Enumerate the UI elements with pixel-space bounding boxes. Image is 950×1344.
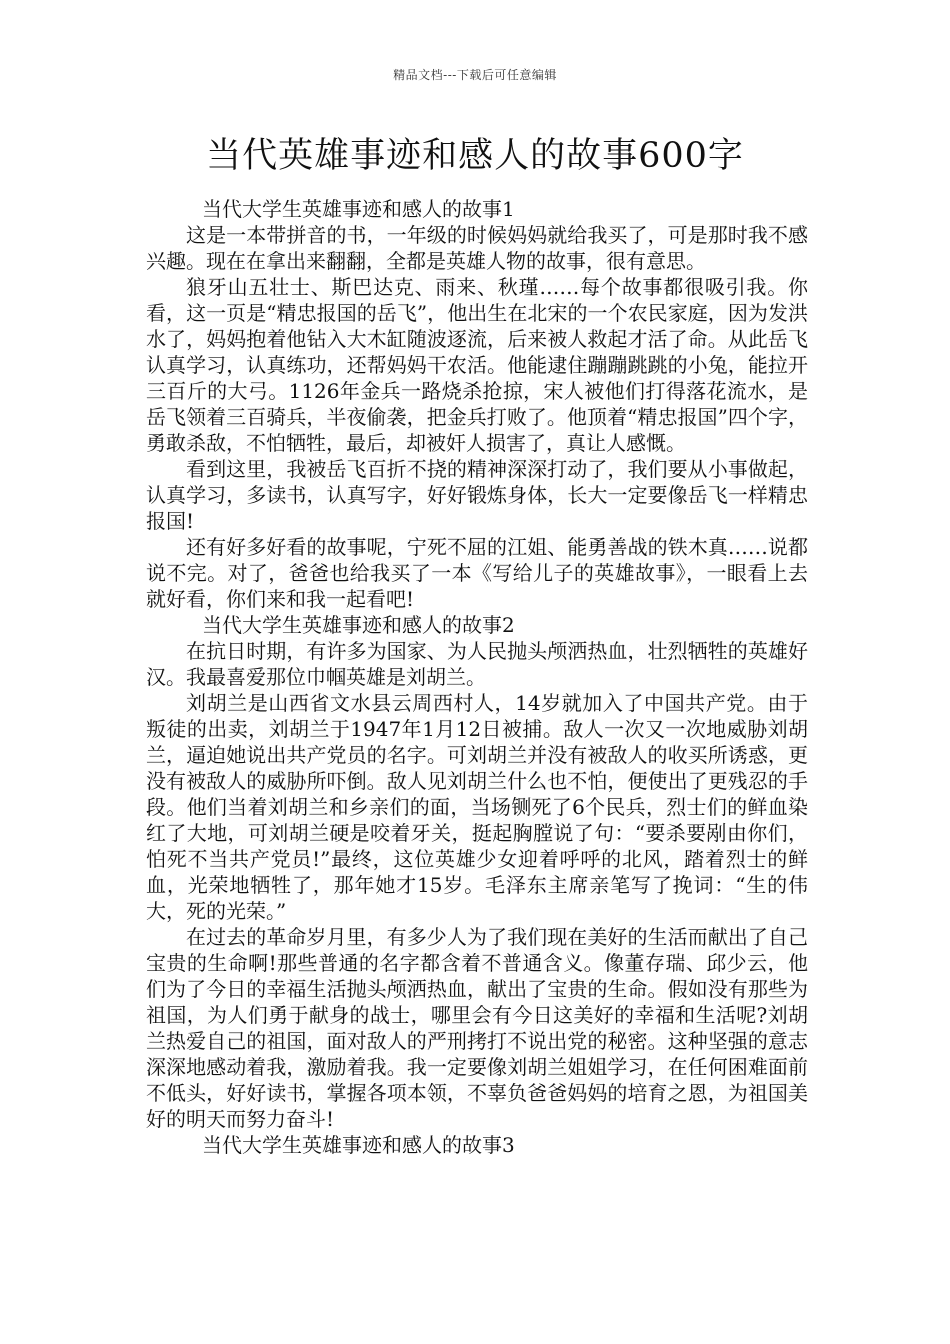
paragraph: 狼牙山五壮士、斯巴达克、雨来、秋瑾……每个故事都很吸引我。你看，这一页是“精忠报国的岳飞”，他出生在北宋的一个农民家庭，因为发洪水了，妈妈抱着他钻入大木缸随波逐流，后来被人救起才活了命。从此岳飞认真学习，认真练功，还帮妈妈干农活。他能逮住蹦蹦跳跳的小兔，能拉开三百斤的大弓。1126年金兵一路烧杀抢掠，宋人被他们打得落花流水，是岳飞领着三百骑兵，半夜偷袭，把金兵打败了。他顶着“精忠报国”四个字，勇敢杀敌，不怕牺牲，最后，却被奸人损害了，真让人感慨。 xyxy=(146,275,808,455)
section-heading-2: 当代大学生英雄事迹和感人的故事2 xyxy=(202,613,515,637)
paragraph: 看到这里，我被岳飞百折不挠的精神深深打动了，我们要从小事做起，认真学习，多读书，认真写字，好好锻炼身体，长大一定要像岳飞一样精忠报国! xyxy=(146,457,808,533)
document-title: 当代英雄事迹和感人的故事600字 xyxy=(206,136,744,176)
section-heading-1: 当代大学生英雄事迹和感人的故事1 xyxy=(202,197,515,221)
paragraph: 在过去的革命岁月里，有多少人为了我们现在美好的生活而献出了自己宝贵的生命啊!那些普通的名字都含着不普通含义。像董存瑞、邱少云，他们为了今日的幸福生活抛头颅洒热血，献出了宝贵的生命。假如没有那些为祖国，为人们勇于献身的战士，哪里会有今日这美好的幸福和生活呢?刘胡兰热爱自己的祖国，面对敌人的严刑拷打不说出党的秘密。这种坚强的意志深深地感动着我，激励着我。我一定要像刘胡兰姐姐学习，在任何困难面前不低头，好好读书，掌握各项本领，不辜负爸爸妈妈的培育之恩，为祖国美好的明天而努力奋斗! xyxy=(146,925,808,1131)
header-note: 精品文档---下载后可任意编辑 xyxy=(393,68,557,82)
paragraph: 在抗日时期，有许多为国家、为人民抛头颅洒热血，壮烈牺牲的英雄好汉。我最喜爱那位巾帼英雄是刘胡兰。 xyxy=(146,639,808,689)
document-body xyxy=(146,196,808,1158)
paragraph: 这是一本带拼音的书，一年级的时候妈妈就给我买了，可是那时我不感兴趣。现在在拿出来翻翻，全都是英雄人物的故事，很有意思。 xyxy=(146,223,808,273)
paragraph: 刘胡兰是山西省文水县云周西村人，14岁就加入了中国共产党。由于叛徒的出卖，刘胡兰于1947年1月12日被捕。敌人一次又一次地威胁刘胡兰，逼迫她说出共产党员的名字。可刘胡兰并没有被敌人的收买所诱惑，更没有被敌人的威胁所吓倒。敌人见刘胡兰什么也不怕，便使出了更残忍的手段。他们当着刘胡兰和乡亲们的面，当场铡死了6个民兵，烈士们的鲜血染红了大地，可刘胡兰硬是咬着牙关，挺起胸膛说了句：“要杀要剐由你们，怕死不当共产党员!”最终，这位英雄少女迎着呼呼的北风，踏着烈士的鲜血，光荣地牺牲了，那年她才15岁。毛泽东主席亲笔写了挽词：“生的伟大，死的光荣。” xyxy=(146,691,808,923)
section-heading-3: 当代大学生英雄事迹和感人的故事3 xyxy=(202,1133,515,1157)
paragraph: 还有好多好看的故事呢，宁死不屈的江姐、能勇善战的铁木真……说都说不完。对了，爸爸也给我买了一本《写给儿子的英雄故事》，一眼看上去就好看，你们来和我一起看吧! xyxy=(146,535,808,611)
